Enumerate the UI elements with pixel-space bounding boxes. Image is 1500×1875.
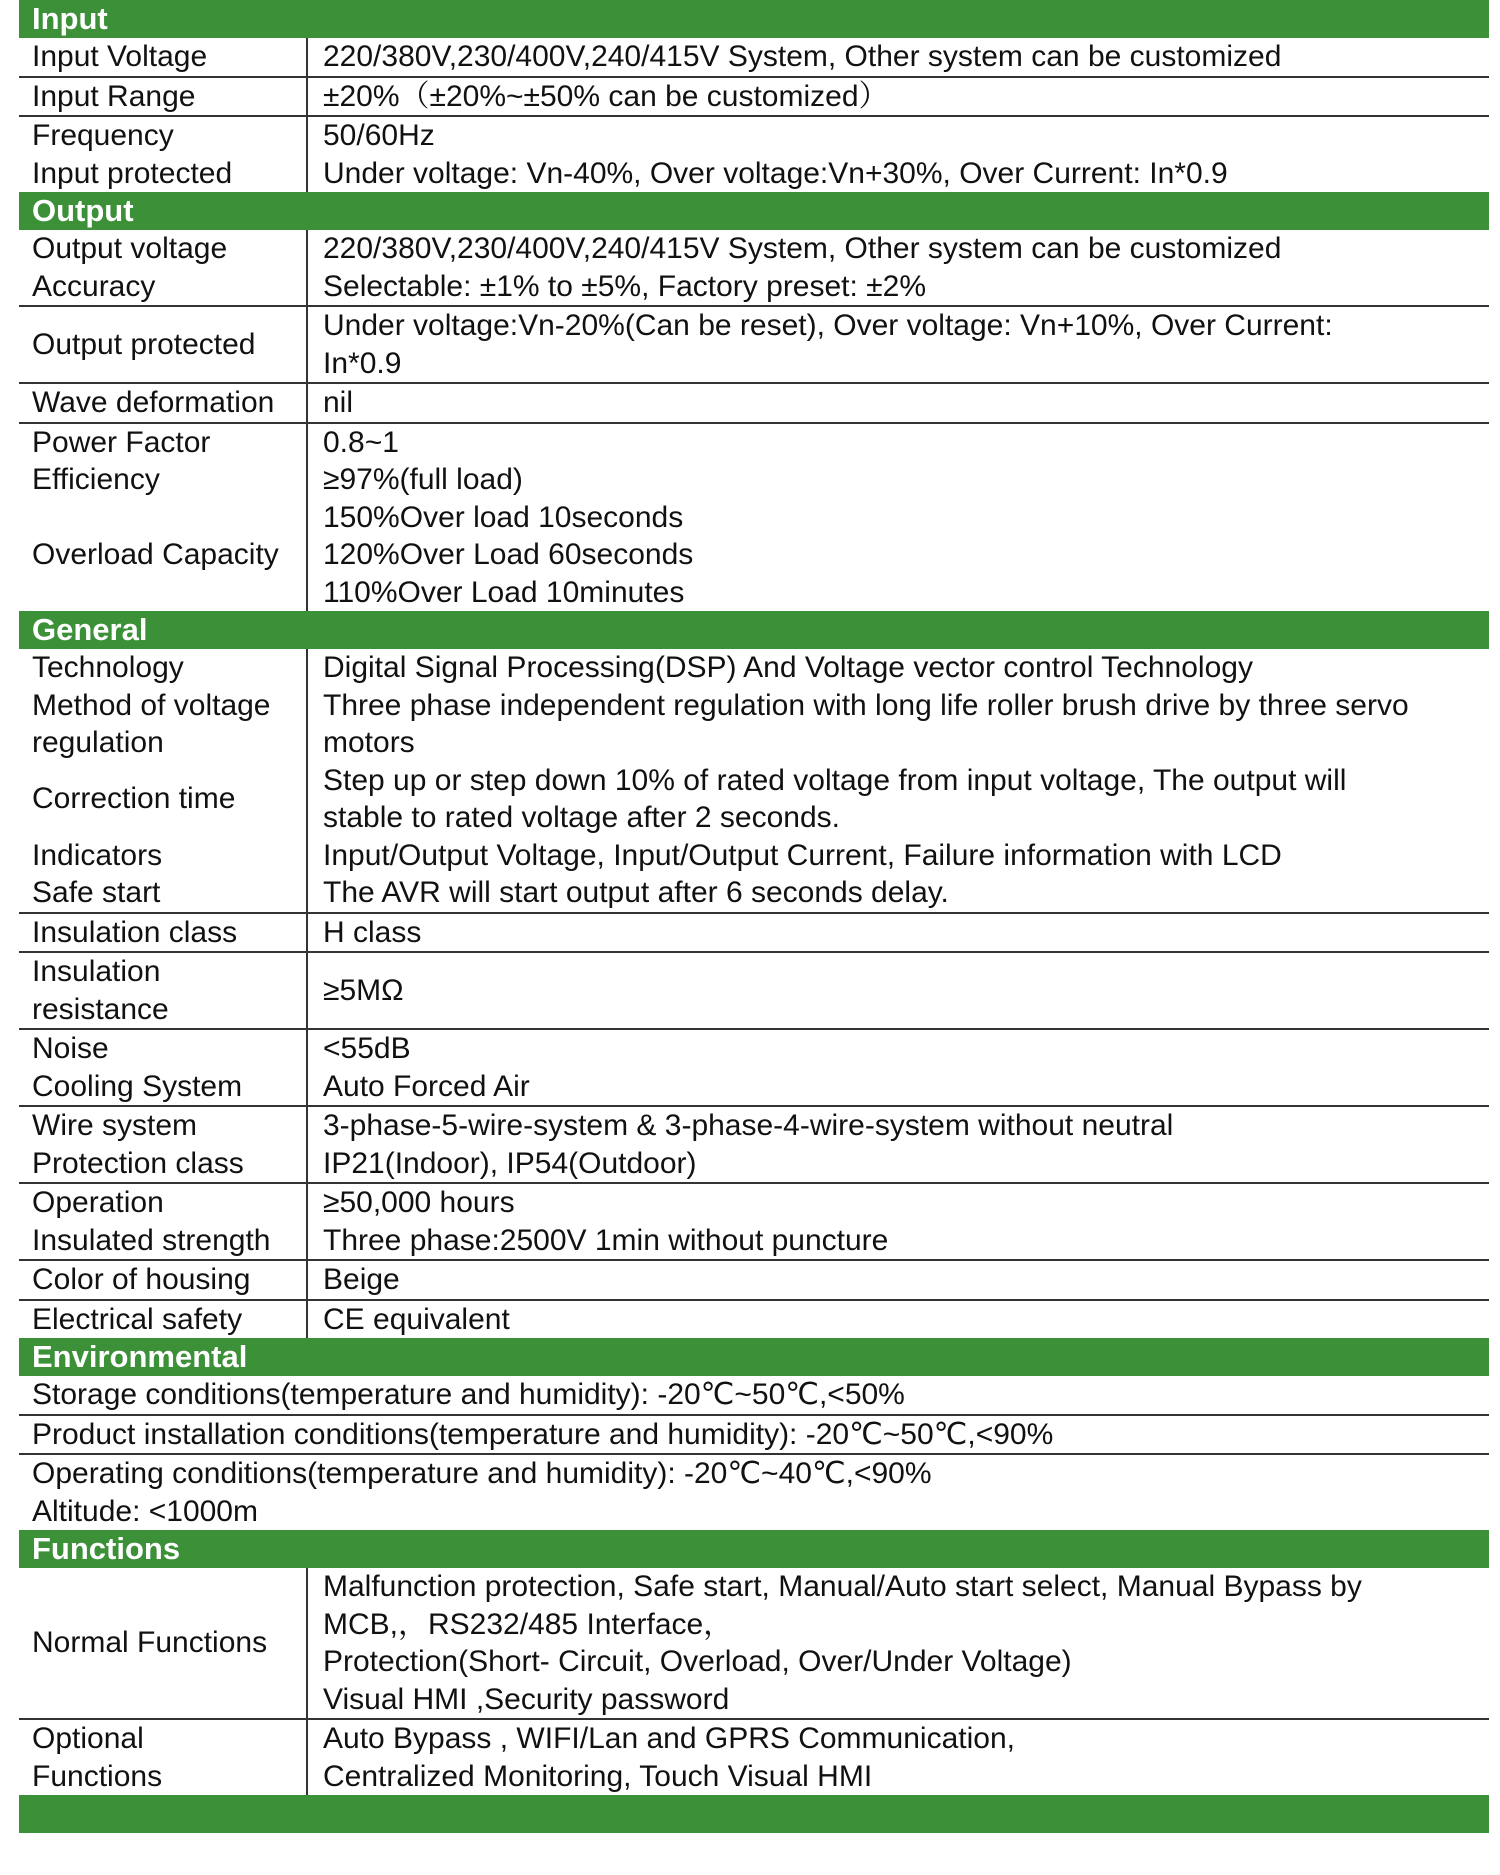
spec-value-line: <55dB (323, 1032, 411, 1065)
spec-label-line: regulation (32, 726, 164, 759)
spec-row-frequency (19, 117, 1489, 155)
env-text: Storage conditions(temperature and humidity): -20℃~50℃,<50% (32, 1378, 905, 1411)
spec-value (308, 499, 1489, 612)
spec-label-line: Functions (32, 1759, 163, 1793)
spec-value (308, 687, 1489, 762)
spec-value-line: ±20%（±20%~±50% can be customized） (323, 79, 889, 113)
spec-value-line: stable to rated voltage after 2 seconds. (323, 801, 840, 834)
spec-value-line: 220/380V,230/400V,240/415V System, Other system can be customized (323, 232, 1282, 265)
spec-row-technology (19, 649, 1489, 687)
spec-value-line: Selectable: ±1% to ±5%, Factory preset: ±2% (323, 269, 927, 303)
spec-value-line: Centralized Monitoring, Touch Visual HMI (323, 1759, 873, 1793)
spec-value-line: Input/Output Voltage, Input/Output Current, Failure information with LCD (323, 838, 1282, 872)
spec-label: Wire system (19, 1107, 308, 1145)
spec-row-insulation-class (19, 914, 1489, 954)
section-header-functions: Functions (19, 1530, 1489, 1568)
spec-value (308, 837, 1489, 875)
spec-row-input-range (19, 78, 1489, 118)
spec-row-method-of-regulation (19, 687, 1489, 762)
spec-label: Safe start (19, 874, 308, 912)
env-text: Product installation conditions(temperature and humidity): -20℃~50℃,<90% (32, 1417, 1054, 1451)
spec-value (308, 1568, 1489, 1718)
spec-row-color-of-housing (19, 1261, 1489, 1301)
spec-value-line: Beige (323, 1263, 400, 1296)
section-header-input: Input (19, 0, 1489, 38)
spec-value (308, 38, 1489, 76)
spec-label (19, 1720, 308, 1795)
spec-label: Technology (19, 649, 308, 687)
spec-value-line: Three phase:2500V 1min without puncture (323, 1223, 889, 1257)
env-text: Altitude: <1000m (32, 1494, 258, 1528)
spec-row-wave-deformation (19, 384, 1489, 424)
spec-value-line: ≥5MΩ (323, 973, 404, 1007)
spec-value (308, 307, 1489, 382)
spec-value-line: In*0.9 (323, 346, 402, 380)
spec-label: Insulation class (19, 914, 308, 952)
spec-value-line: Three phase independent regulation with long life roller brush drive by three servo (323, 688, 1409, 722)
spec-row-operation (19, 1184, 1489, 1222)
spec-value-line: Under voltage: Vn-40%, Over voltage:Vn+30%, Over Current: In*0.9 (323, 156, 1228, 190)
spec-value-line: H class (323, 915, 422, 949)
spec-label: Input Range (19, 78, 308, 116)
section-header-output: Output (19, 192, 1489, 230)
spec-label: Output protected (19, 307, 308, 382)
spec-value-line: ≥97%(full load) (323, 463, 523, 496)
spec-table (19, 0, 1489, 1833)
spec-value-line: nil (323, 386, 354, 419)
spec-value (308, 762, 1489, 837)
spec-row-insulation-resistance (19, 953, 1489, 1030)
spec-label: Noise (19, 1030, 308, 1068)
spec-value-line: 50/60Hz (323, 119, 435, 152)
spec-label: Output voltage (19, 230, 308, 268)
env-row-installation (19, 1416, 1489, 1456)
spec-label: Correction time (19, 762, 308, 837)
spec-value-line: Auto Forced Air (323, 1069, 530, 1103)
spec-label: Electrical safety (19, 1301, 308, 1339)
spec-value (308, 1222, 1489, 1260)
spec-row-output-voltage (19, 230, 1489, 268)
spec-label: Accuracy (19, 268, 308, 306)
spec-row-wire-system (19, 1107, 1489, 1145)
spec-value (308, 1720, 1489, 1795)
spec-label: Protection class (19, 1145, 308, 1183)
spec-value (308, 78, 1489, 116)
spec-row-noise (19, 1030, 1489, 1068)
spec-value-line: 220/380V,230/400V,240/415V System, Other system can be customized (323, 40, 1282, 73)
spec-value-line: The AVR will start output after 6 seconds delay. (323, 876, 949, 909)
spec-value (308, 424, 1489, 462)
spec-label: Normal Functions (19, 1568, 308, 1718)
spec-value (308, 461, 1489, 499)
spec-value-line: 0.8~1 (323, 425, 399, 459)
spec-label-line: Method of voltage (32, 688, 271, 722)
spec-label: Power Factor (19, 424, 308, 462)
spec-row-efficiency (19, 461, 1489, 499)
spec-row-overload-capacity (19, 499, 1489, 612)
spec-value-line: MCB,，RS232/485 Interface， (323, 1607, 734, 1641)
spec-value-line: Under voltage:Vn-20%(Can be reset), Over voltage: Vn+10%, Over Current: (323, 309, 1333, 342)
spec-value (308, 230, 1489, 268)
spec-value-line: 150%Over load 10seconds (323, 500, 684, 534)
spec-row-input-protected (19, 155, 1489, 193)
spec-value-line: ≥50,000 hours (323, 1186, 515, 1219)
spec-value (308, 268, 1489, 306)
spec-label: Wave deformation (19, 384, 308, 422)
spec-value-line: IP21(Indoor), IP54(Outdoor) (323, 1146, 697, 1180)
section-header-environmental: Environmental (19, 1338, 1489, 1376)
spec-row-protection-class (19, 1145, 1489, 1185)
spec-row-normal-functions (19, 1568, 1489, 1720)
footer-bar (19, 1795, 1489, 1833)
spec-label: Input protected (19, 155, 308, 193)
spec-row-power-factor (19, 424, 1489, 462)
spec-value-line: 120%Over Load 60seconds (323, 538, 694, 571)
section-header-general: General (19, 611, 1489, 649)
spec-label: Color of housing (19, 1261, 308, 1299)
spec-row-cooling-system (19, 1068, 1489, 1108)
spec-label-line: Optional (32, 1722, 144, 1755)
spec-label: Cooling System (19, 1068, 308, 1106)
spec-row-accuracy (19, 268, 1489, 308)
spec-label: Frequency (19, 117, 308, 155)
spec-row-input-voltage (19, 38, 1489, 78)
env-row-storage (19, 1376, 1489, 1416)
spec-value-line: Protection(Short- Circuit, Overload, Over/Under Voltage) (323, 1645, 1072, 1678)
spec-value (308, 1301, 1489, 1339)
spec-value (308, 1030, 1489, 1068)
spec-label: Efficiency (19, 461, 308, 499)
spec-value (308, 874, 1489, 912)
spec-value-line: Digital Signal Processing(DSP) And Voltage vector control Technology (323, 651, 1253, 684)
spec-label: Operation (19, 1184, 308, 1222)
spec-row-safe-start (19, 874, 1489, 914)
spec-value-line: Auto Bypass , WIFI/Lan and GPRS Communication, (323, 1722, 1015, 1755)
spec-value (308, 1145, 1489, 1183)
spec-label-line: resistance (32, 992, 169, 1026)
spec-value (308, 1261, 1489, 1299)
spec-value (308, 914, 1489, 952)
spec-label (19, 953, 308, 1028)
spec-value (308, 1184, 1489, 1222)
spec-value-line: CE equivalent (323, 1302, 510, 1336)
spec-label-line: Insulation (32, 955, 161, 988)
spec-value (308, 117, 1489, 155)
spec-value (308, 649, 1489, 687)
spec-label: Indicators (19, 837, 308, 875)
spec-value-line: motors (323, 726, 415, 759)
spec-row-optional-functions (19, 1720, 1489, 1795)
spec-label: Overload Capacity (19, 499, 308, 612)
spec-value-line: Step up or step down 10% of rated voltage from input voltage, The output will (323, 763, 1347, 797)
spec-value-line: Visual HMI ,Security password (323, 1682, 730, 1716)
spec-label (19, 687, 308, 762)
spec-value-line: Malfunction protection, Safe start, Manual/Auto start select, Manual Bypass by (323, 1570, 1362, 1603)
env-row-altitude (19, 1493, 1489, 1531)
spec-value (308, 384, 1489, 422)
spec-label: Insulated strength (19, 1222, 308, 1260)
spec-value-line: 110%Over Load 10minutes (323, 575, 685, 609)
spec-value-line: 3-phase-5-wire-system & 3-phase-4-wire-system without neutral (323, 1109, 1174, 1142)
env-text: Operating conditions(temperature and humidity): -20℃~40℃,<90% (32, 1457, 932, 1490)
spec-row-electrical-safety (19, 1301, 1489, 1339)
spec-value (308, 1107, 1489, 1145)
spec-value (308, 155, 1489, 193)
spec-row-indicators (19, 837, 1489, 875)
spec-label: Input Voltage (19, 38, 308, 76)
spec-row-insulated-strength (19, 1222, 1489, 1262)
spec-row-output-protected (19, 307, 1489, 384)
spec-value (308, 953, 1489, 1028)
spec-value (308, 1068, 1489, 1106)
spec-row-correction-time (19, 762, 1489, 837)
env-row-operating (19, 1455, 1489, 1493)
